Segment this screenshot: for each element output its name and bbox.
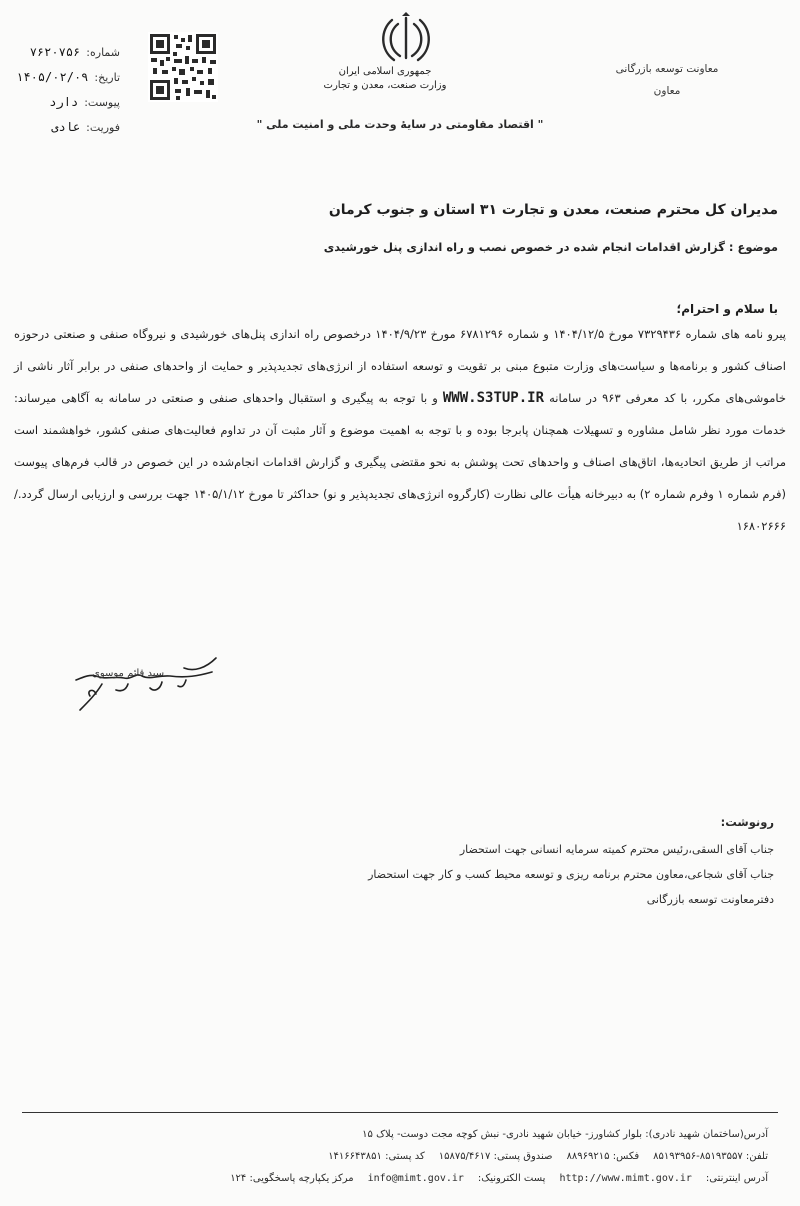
website-link[interactable]: WWW.S3TUP.IR: [442, 390, 545, 406]
footer-contact-numbers: [28, 1146, 768, 1168]
subject-line: موضوع : گزارش اقدامات انجام شده در خصوص نصب و راه اندازی پنل خورشیدی: [323, 240, 778, 254]
footer-website-label: آدرس اینترنتی:: [705, 1173, 768, 1184]
footer-online: [28, 1168, 768, 1190]
department-block: [582, 58, 752, 102]
signature-image: [66, 650, 226, 714]
greeting: با سلام و احترام؛: [676, 302, 778, 316]
footer-phone: تلفن: ۸۵۱۹۳۵۵۷-۸۵۱۹۳۹۵۶: [653, 1151, 768, 1162]
ministry-name: [300, 66, 470, 91]
footer: [28, 1124, 768, 1190]
cc-item: جناب آقای شجاعی،معاون محترم برنامه ریزی و توسعه محیط کسب و کار جهت استحضار: [368, 868, 774, 881]
qr-code-icon: [148, 32, 218, 102]
cc-item: دفترمعاونت توسعه بازرگانی: [646, 893, 774, 906]
signature-name: سید قائم موسوی: [92, 668, 165, 679]
letter-body: [14, 318, 786, 542]
body-text-part2: و با توجه به پیگیری و استقبال واحدهای صنفی و صنعتی در سامانه به آگاهی میرساند: خدمات مورد نظر شامل مشاوره و تسهیلات همچنان پابرجا بوده و با توجه به اهمیت موضوع و آثار مثبت آن در تداوم فعالیت‌های صنفی کشور، خواهشمند است مراتب از طریق اتحادیه‌ها، اتاق‌های اصناف و واحدهای تحت پوشش به نحو مقتضی پیگیری و گزارش اقدامات انجام‌شده در این خصوص در قالب فرم‌های پیوست (فرم شماره ۱ وفرم شماره ۲) به دبیرخانه هیأت عالی نظارت (کارگروه انرژی‌های تجدیدپذیر و نو) حداکثر تا مورخ ۱۴۰۵/۱/۱۲ جهت بررسی و ارزیابی ارسال گردد./ ۱۶۸۰۲۶۶۶: [14, 391, 787, 533]
footer-divider: [22, 1112, 778, 1113]
meta-attachment: پیوست: دارد: [49, 95, 120, 109]
national-emblem-icon: [378, 12, 434, 66]
addressee: مدیران کل محترم صنعت، معدن و تجارت ۳۱ استان و جنوب کرمان: [328, 202, 778, 218]
meta-priority: فوریت: عادی: [51, 120, 120, 134]
slogan: " اقتصاد مقاومتی در سایهٔ وحدت ملی و امنیت ملی ": [256, 118, 544, 131]
cc-item: جناب آقای السقی،رئیس محترم کمیته سرمایه انسانی جهت استحضار: [459, 843, 774, 856]
meta-date: تاریخ: ۱۴۰۵/۰۲/۰۹: [16, 70, 120, 84]
department-name: معاونت توسعه بازرگانی: [615, 63, 719, 75]
footer-postal-code: کد پستی: ۱۴۱۶۶۴۳۸۵۱: [328, 1151, 425, 1162]
department-role: معاون: [653, 85, 681, 97]
footer-fax: فکس: ۸۸۹۶۹۲۱۵: [566, 1151, 640, 1162]
cc-title: رونوشت:: [720, 815, 774, 829]
ministry-title: وزارت صنعت، معدن و تجارت: [323, 80, 447, 91]
footer-website-link[interactable]: http://www.mimt.gov.ir: [559, 1173, 692, 1184]
meta-number: شماره: ۷۶۲۰۷۵۶: [29, 45, 120, 59]
footer-email-label: پست الکترونیک:: [477, 1173, 546, 1184]
footer-address: آدرس(ساختمان شهید نادری): بلوار کشاورز- خیابان شهید نادری- نبش کوچه مجت دوست- پلاک ۱۵: [362, 1129, 768, 1140]
footer-call-center: مرکز یکپارچه پاسخگویی: ۱۲۴: [230, 1173, 354, 1184]
cc-list: [14, 810, 774, 912]
letter-meta: [8, 40, 120, 140]
footer-pobox: صندوق پستی: ۱۵۸۷۵/۴۶۱۷: [438, 1151, 553, 1162]
country-name: جمهوری اسلامی ایران: [338, 66, 432, 77]
footer-email-link[interactable]: info@mimt.gov.ir: [367, 1173, 464, 1184]
body-text-part1: پیرو نامه های شماره ۷۳۲۹۴۳۶ مورخ ۱۴۰۴/۱۲/۵ و شماره ۶۷۸۱۲۹۶ مورخ ۱۴۰۴/۹/۲۳ درخصوص راه اندازی پنل‌های خورشیدی و نیروگاه صنفی و صنعتی درحوزه اصناف کشور و برنامه‌ها و سیاست‌های وزارت متبوع مبنی بر تقویت و توسعه استفاده از انرژی‌های تجدیدپذیر و حمایت از واحدهای صنفی در برابر آثار ناشی از خاموشی‌های مکرر، با کد معرفی ۹۶۳ در سامانه: [14, 327, 787, 405]
